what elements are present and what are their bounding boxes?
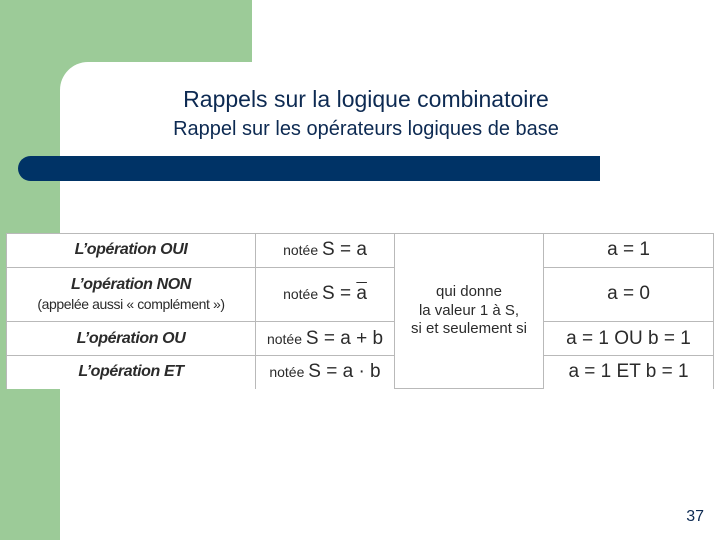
formula-et: S = a · b xyxy=(308,361,381,383)
condition-et-text: a = 1 ET b = 1 xyxy=(568,361,689,383)
notation-prefix: notée xyxy=(269,364,305,381)
condition-non-text: a = 0 xyxy=(607,283,650,305)
operators-table-image xyxy=(6,233,714,389)
notation-prefix: notée xyxy=(266,330,303,347)
middle-line-1: qui donne xyxy=(436,282,502,300)
operation-et: L’opération ET xyxy=(7,355,256,388)
formula-ou: S = a + b xyxy=(305,327,384,349)
table-row-oui xyxy=(7,234,714,268)
operation-oui: L’opération OUI xyxy=(7,234,256,268)
notation-prefix: notée xyxy=(283,286,319,303)
notation-et xyxy=(256,355,395,388)
operation-non xyxy=(7,267,256,321)
notation-non xyxy=(256,267,395,321)
slide-subtitle: Rappel sur les opérateurs logiques de base xyxy=(173,118,559,140)
slide-title: Rappels sur la logique combinatoire xyxy=(183,86,549,112)
formula-non-lhs: S = xyxy=(322,283,357,305)
notation-oui xyxy=(256,234,395,268)
page-number: 37 xyxy=(686,508,704,525)
notation-ou xyxy=(256,322,395,356)
table-row-non xyxy=(7,267,714,321)
title-divider-bar xyxy=(18,156,600,181)
middle-line-2: la valeur 1 à S, xyxy=(418,301,520,319)
formula-non-complement: $\overline{a}$ xyxy=(356,283,367,305)
condition-ou-text: a = 1 OU b = 1 xyxy=(566,327,691,349)
condition-oui-text: a = 1 xyxy=(607,239,650,261)
operation-non-label: L’opération NON xyxy=(71,276,191,294)
condition-ou xyxy=(544,322,714,356)
notation-prefix: notée xyxy=(283,242,319,259)
table-row-ou xyxy=(7,322,714,356)
condition-oui xyxy=(544,234,714,268)
condition-non xyxy=(544,267,714,321)
table-row-et xyxy=(7,355,714,388)
operation-ou: L’opération OU xyxy=(7,322,256,356)
condition-et xyxy=(544,355,714,388)
operators-table xyxy=(6,233,714,389)
formula-oui: S = a xyxy=(322,239,367,261)
operation-non-note: (appelée aussi « complément ») xyxy=(37,296,225,313)
middle-explanation xyxy=(395,234,544,389)
middle-line-3: si et seulement si xyxy=(411,320,527,338)
